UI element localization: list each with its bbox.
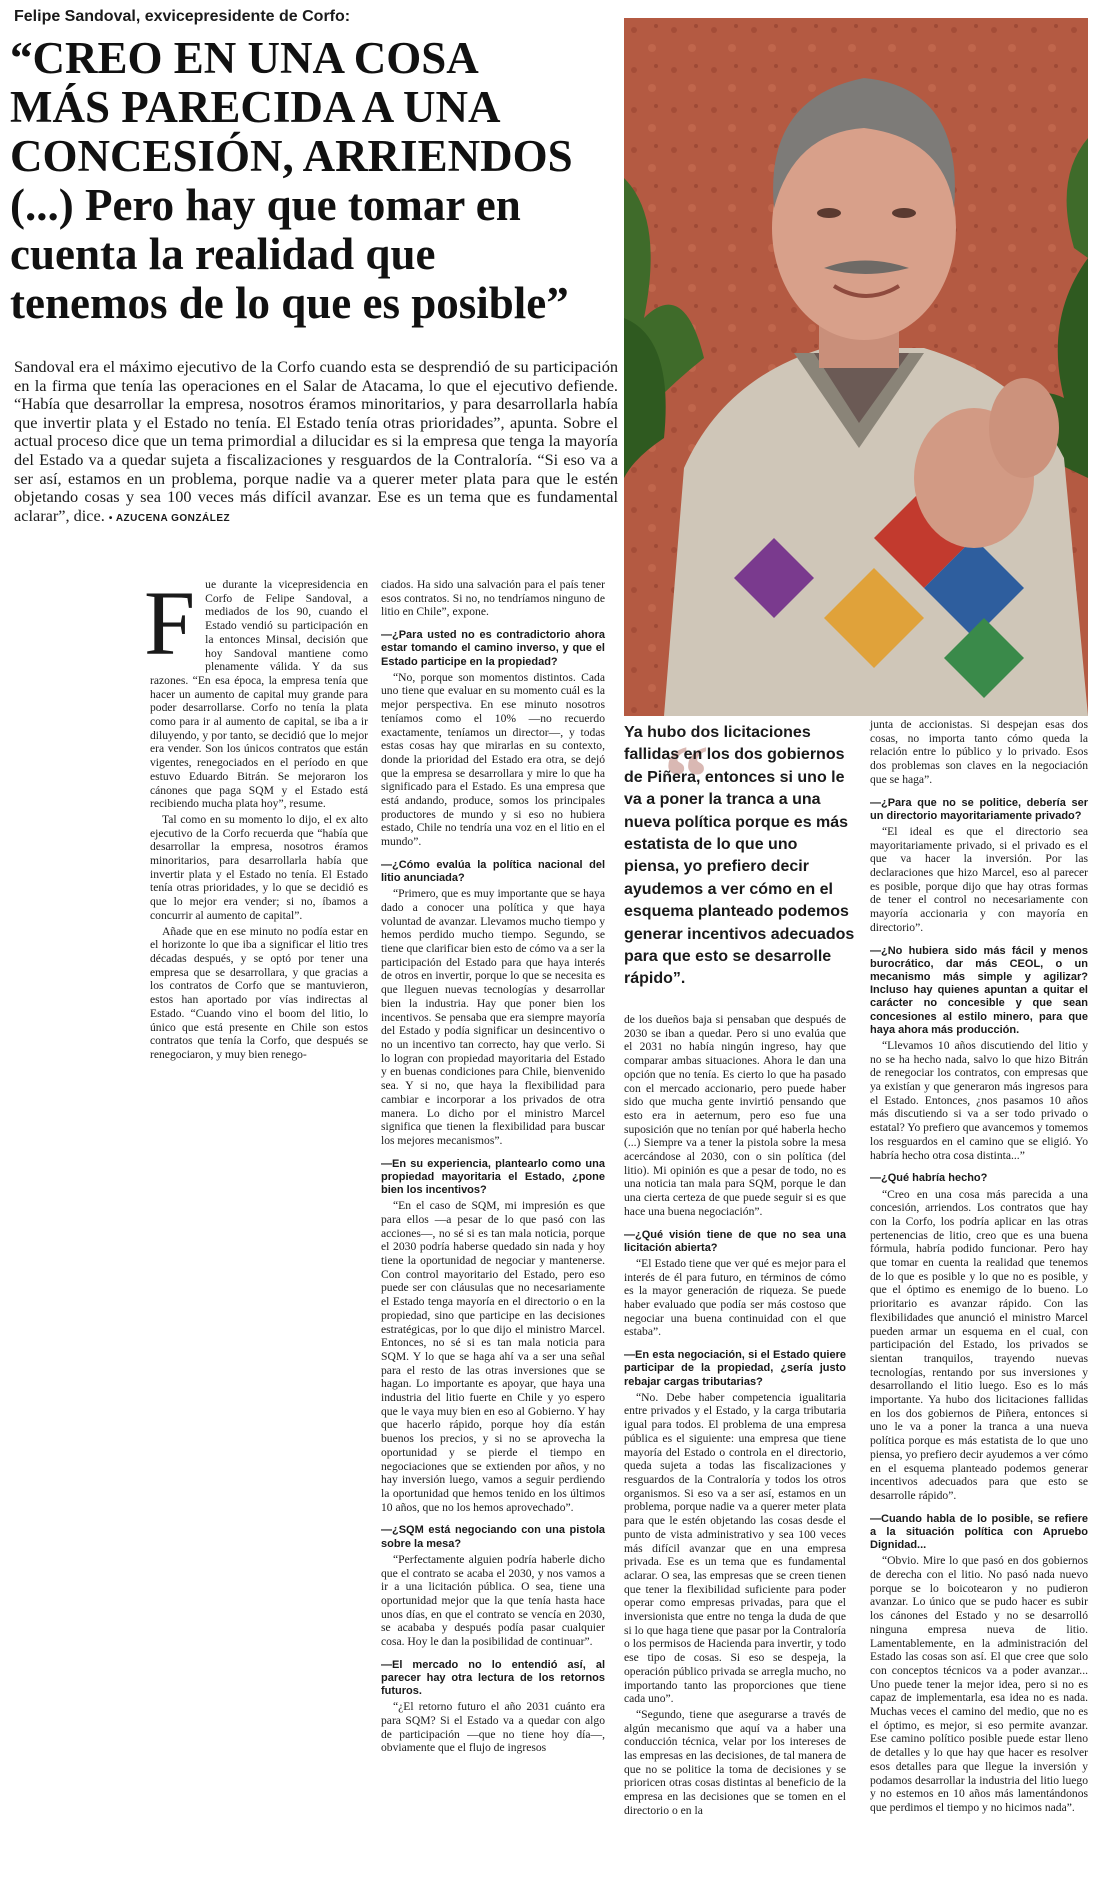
quote-mark-icon: “ [664, 728, 709, 827]
article-column-4 [870, 718, 1088, 1904]
interview-answer: “Segundo, tiene que asegurarse a través de algún mecanismo que aquí va a haber una conducción técnica, velar por los intereses de las empresas en las decisiones, de tal manera de que no se politice la toma de decisiones y se prioricen otras cosas distintas al beneficio de la empresa en las decisiones que se tomen en el directorio o en la [624, 1707, 846, 1817]
interview-question: —¿Qué habría hecho? [870, 1172, 988, 1185]
interview-answer: “Llevamos 10 años discutiendo del litio y no se ha hecho nada, salvo lo que hizo Bitrán de renegociar los contratos, con empresas que ya existían y que generaron más ingresos para el Estado. Entonces, ¿nos pasamos 10 años más discutiendo si va a ser todo privado o estatal? Yo prefiero que avancemos y tomemos los resguardos en el camino que se eligió. Yo habría hecho otra cosa distinta...” [870, 1038, 1088, 1162]
interview-question: —En su experiencia, plantearlo como una propiedad mayoritaria el Estado, ¿pone bien los incentivos? [381, 1157, 605, 1197]
interview-answer: “Creo en una cosa más parecida a una concesión, arriendos. Los contratos que hay con la Corfo, los podría aplicar en las otras pertenencias de litio, creo que es una buena fórmula, habría podido funcionar. Pero hay que tomar en cuenta la realidad que tenemos de lo que es posible y lo que no es posible, y que el óptimo es enemigo de lo bueno. Lo prioritario es avanzar rápido. Con las flexibilidades que anunció el ministro Marcel pueden armar un esquema en el cual, con participación del Estado, los privados se sientan tranquilos, trayendo nuevas tecnologías, rentando por sus inversiones y desarrollando el litio luego. Eso es lo más importante. Ya hubo dos licitaciones fallidas en los dos gobiernos de Piñera, entonces si uno le va a poner la tranca a una nueva política porque es más estatista de lo que uno piensa, yo prefiero decir ayudemos a ver cómo en el esquema planteado podemos generar incentivos adecuados para que esto se desarrolle rápido”. [870, 1187, 1088, 1502]
interview-answer: “Primero, que es muy importante que se haya dado a conocer una política y que haya voluntad de avanzar. Llevamos mucho tiempo y hemos perdido mucho tiempo. Segundo, se tiene que clarificar bien esto de cómo va a ser la participación del Estado para que haya interés de otros en invertir, porque lo que se necesita es que lleguen nuevas tecnologías y desarrollar bien la industria. Hay que poner bien los incentivos. Se pensaba que era siempre mayoría del Estado y podía significar un desincentivo o no un incentivo tan correcto, hay que verlo. Si lo logran con propiedad mayoritaria del Estado y en buenas condiciones para Chile, bienvenido sea. Y si no, que haya la flexibilidad para cambiar e incorporar a los privados de otra manera. Lo dicho por el ministro Marcel significa que tienen la flexibilidad para buscar los mejores mecanismos”. [381, 887, 605, 1147]
interview-answer: “El ideal es que el directorio sea mayoritariamente privado, si el privado es el que va hacer la inversión. Por las declaraciones que hizo Marcel, eso al parecer es posible, porque dijo que hay otras formas de tener el control no necesariamente con mayoría accionaria y con mayoría en directorio”. [870, 824, 1088, 934]
interview-question: —¿Para usted no es contradictorio ahora estar tomando el camino inverso, y que el Estado participe en la propiedad? [381, 629, 605, 668]
interview-answer: “En el caso de SQM, mi impresión es que para ellos —a pesar de lo que pasó con las acciones—, no sé si es tan mala noticia, porque el 2030 podría haberse quedado sin nada y hoy tiene la oportunidad de negociar y mantenerse. Con control mayoritario del Estado, pero eso puede ser con cláusulas que no necesariamente el Estado tenga mayoría en el directorio o en la propiedad, sino que participe en las decisiones estratégicas, por lo que dijo el ministro Marcel. Entonces, no sé si es tan mala noticia para SQM. Y lo que se haga ahí va a ser una señal para el resto de las otras inversiones que se hagan. Lo importante es apoyar, que haya una industria del litio fuerte en Chile y yo espero que le vaya muy bien en eso al Gobierno. Y hay que hacerlo rápido, porque hoy día están buenos los precios, y si no se aprovecha la oportunidad y se pierde el tiempo en negociaciones que se extienden por años, y no hay inversión luego, vamos a seguir perdiendo la oportunidad que hemos tenido en los últimos 10 años, que no los hemos aprovechado”. [381, 1199, 605, 1514]
drop-cap: F [144, 572, 196, 674]
lede-text: Sandoval era el máximo ejecutivo de la Corfo cuando esta se desprendió de su participación en la firma que tenía las operaciones en el Salar de Atacama, lo que el ejecutivo defiende. “Había que desarrollar la empresa, nosotros éramos minoritarios, y para desarrollarla había que invertir plata y el Estado no tenía. El Estado tenía otras prioridades”, apunta. Sobre el actual proceso dice que un tema primordial a dilucidar es si la empresa que tenga la mayoría del Estado va a quedar sujeta a fiscalizaciones y resguardos de la Contraloría. “Si eso va a ser así, estamos en un problema, porque nadie va a querer meter plata para que le estén objetando cosas y sea 100 veces más difícil avanzar. Ese es un tema que es fundamental aclarar”, dice. [14, 357, 618, 525]
interview-question: —¿Para que no se politice, debería ser un directorio mayoritariamente privado? [870, 796, 1088, 822]
portrait-illustration [624, 18, 1088, 716]
interview-question: —¿Cómo evalúa la política nacional del litio anunciada? [381, 858, 605, 885]
paragraph: ciados. Ha sido una salvación para el país tener esos contratos. Si no, no tendríamos ninguno de litio en Chile”, expone. [381, 578, 605, 619]
kicker: Felipe Sandoval, exvicepresidente de Corfo: [14, 8, 351, 25]
byline: • AZUCENA GONZÁLEZ [108, 512, 231, 524]
interview-answer: “No, porque son momentos distintos. Cada uno tiene que evaluar en su momento cuál es la mejor perspectiva. En ese minuto nosotros teníamos como el 10% —no recuerdo exactamente, teníamos un director—, y todas estas cosas hay que mirarlas en su contexto, donde la prioridad del Estado era otra, se dejó que la empresa se desarrollara y mire lo que ha significado para el Estado. Es una empresa que está andando, produce, somos los principales productores de mundo y si eso no hubiera estado, Chile no tendría una voz en el litio en el mundo”. [381, 670, 605, 849]
pull-quote-text: Ya hubo dos licitaciones fallidas en los dos gobiernos de Piñera, entonces si uno le va a poner la tranca a una nueva política porque es más estatista de lo que uno piensa, yo prefiero decir ayudemos a ver cómo en el esquema planteado podemos generar incentivos adecuados para que esto se desarrolle rápido”. [624, 724, 855, 988]
interview-question: —¿No hubiera sido más fácil y menos burocrático, dar más CEOL, o un mecanismo más simple y agilizar? Incluso hay quienes apuntan a quitar el carácter no concesible y que sean concesiones al estilo minero, para que haya ahora más producción. [870, 944, 1088, 1036]
headline-line-6: tenemos de lo que es posible” [10, 278, 569, 328]
interview-question: —¿Qué visión tiene de que no sea una licitación abierta? [624, 1228, 846, 1254]
interview-answer: “Obvio. Mire lo que pasó en dos gobiernos de derecha con el litio. No pasó nada nuevo porque se lo boicotearon y no pudieron avanzar. Lo único que se pudo hacer es subir los cánones del Estado y no se desarrolló ninguna empresa nueva de litio. Lamentablemente, en la administración del Estado las cosas son así. El que cree que solo con conceptos técnicos va a poder avanzar... Uno puede tener la mejor idea, pero si no es capaz de implementarla, esa idea no es nada. Muchas veces el camino del medio, que no es el óptimo, es mejor, si eso permite avanzar. Ese camino político posible puede estar lleno de detalles y lo que hay que hacer es resolver esos detalles para que llegue la inversión y podamos desarrollar la industria del litio luego y no estemos en 10 años más lamentándonos que perdimos el tiempo y no hicimos nada”. [870, 1554, 1088, 1814]
headline-line-4: (...) Pero hay que tomar en [10, 180, 521, 230]
headline-line-3: CONCESIÓN, ARRIENDOS [10, 131, 573, 181]
headline-line-2: MÁS PARECIDA A UNA [10, 82, 501, 132]
paragraph: Tal como en su momento lo dijo, el ex alto ejecutivo de la Corfo recuerda que “había que desarrollar la empresa, nosotros éramos minoritarios, para desarrollarla había que invertir plata y el Estado no tenía. El Estado tenía otras prioridades, y lo que se decidió es que lo mejor era vender; si no, íbamos a concurrir al aumento de capital”. [150, 812, 368, 922]
article-column-2 [381, 578, 605, 1904]
paragraph: Añade que en ese minuto no podía estar en el horizonte lo que iba a significar el litio tres décadas después, y se optó por tener una empresa que se desarrollara, y que gracias a los contratos de Corfo que se mantuvieron, estos han aportado por vías indirectas al Estado. “Cuando vino el boom del litio, lo único que está presente en Chile son estos contratos que tenía la Corfo, que después se renegociaron, y muy bien renego- [150, 924, 368, 1061]
portrait-photo [624, 18, 1088, 716]
interview-answer: “El Estado tiene que ver qué es mejor para el interés de él para futuro, en términos de cómo es la mayor generación de riqueza. Se puede haber evaluado que podía ser más costoso que negociar una buena continuidad con el que estaba”. [624, 1256, 846, 1339]
interview-question: —¿SQM está negociando con una pistola sobre la mesa? [381, 1524, 605, 1550]
pull-quote [624, 722, 856, 1002]
interview-answer: “Perfectamente alguien podría haberle dicho que el contrato se acaba el 2030, y nos vamos a ir a una licitación pública. O sea, tiene una oportunidad mejor que la que tenía hasta hace unos días, en que el contrato se vencía en 2030, se acababa y después podía pasar cualquier cosa. Hoy le dan la posibilidad de continuar”. [381, 1552, 605, 1649]
paragraph: junta de accionistas. Si despejan esas dos cosas, no importa tanto cómo queda la relación entre lo público y lo privado. Esos dos problemas son claves en la negociación que se haga”. [870, 718, 1088, 786]
interview-answer: “¿El retorno futuro el año 2031 cuánto era para SQM? Si el Estado va a quedar con algo de participación —que no tiene hoy día—, obviamente que el flujo de ingresos [381, 1700, 605, 1755]
headline-line-5: cuenta la realidad que [10, 229, 436, 279]
paragraph: de los dueños baja si pensaban que después de 2030 se iban a quedar. Pero si uno evalúa que el 2031 no había ningún ingreso, hay que comparar ambas situaciones. Ahora le dan una opción que no tenía. Es cierto lo que ha pasado con el mercado accionario, pero puede haber sido que mucha gente invirtió pensando que esto era in aeternum, pero eso fue una suposición que no tenían por qué haberla hecho (...) Siempre va a tener la pistola sobre la mesa acercándose al 2030, con o sin política (del litio). Mi opinión es que a pesar de todo, no es una noticia tan mala para SQM, porque le dan una cierta certeza de que puede seguir si es que hace una buena negociación”. [624, 1013, 846, 1218]
lede [14, 358, 618, 528]
paragraph: ue durante la vicepresidencia en Corfo de Felipe Sandoval, a mediados de los 90, cuando el Estado vendió su participación en la entonces Minsal, decisión que hoy Sandoval mantiene como plenamente válida. Y da sus razones. “En esa época, la empresa tenía que hacer un aumento de capital muy grande para poder desarrollarse. Corfo no tenía la plata como para ir al aumento de capital, se iba a ir diluyendo, y por tanto, se decidió que lo mejor era vender. Son los únicos contratos que están vigentes, renegociados en el período en que estuvo Eduardo Bitrán. Se mejoraron los cánones que paga SQM y el Estado está recibiendo mucha plata hoy”, resume. [150, 578, 368, 811]
interview-question: —Cuando habla de lo posible, se refiere a la situación política con Apruebo Dignidad... [870, 1512, 1088, 1552]
headline-line-1: “CREO EN UNA COSA [10, 33, 479, 83]
article-column-1 [144, 572, 368, 1904]
article-column-3 [624, 1013, 846, 1903]
interview-answer: “No. Debe haber competencia igualitaria entre privados y el Estado, y la carga tributaria igual para todos. El problema de una empresa pública es el siguiente: una empresa que tiene mayoría del Estado o controla en el directorio, queda sujeta a todas las fiscalizaciones y resguardos de la Contraloría y todos los otros organismos. Si eso va a ser así, estamos en un problema, porque nadie va a querer meter plata para que le estén objetando las cosas desde el punto de vista administrativo y sea 100 veces más difícil avanzar que en una empresa privada. Ese es un tema que es fundamental aclarar. O sea, las empresas que se creen tienen que tener la flexibilidad suficiente para poder operar como empresas privadas, para que el inversionista que entre no tenga la duda de que si lo que haga tiene que pasar por la Contraloría o los permisos de Hacienda para invertir, y todo ese tipo de cosas. Si eso se despeja, la operación público privada se arregla mucho, no importando tanto las proporciones que tiene cada uno”. [624, 1390, 847, 1706]
headline [10, 34, 622, 328]
interview-question: —El mercado no lo entendió así, al parecer hay otra lectura de los retornos futuros. [381, 1658, 605, 1698]
interview-question: —En esta negociación, si el Estado quiere participar de la propiedad, ¿sería justo rebajar cargas tributarias? [624, 1349, 846, 1388]
